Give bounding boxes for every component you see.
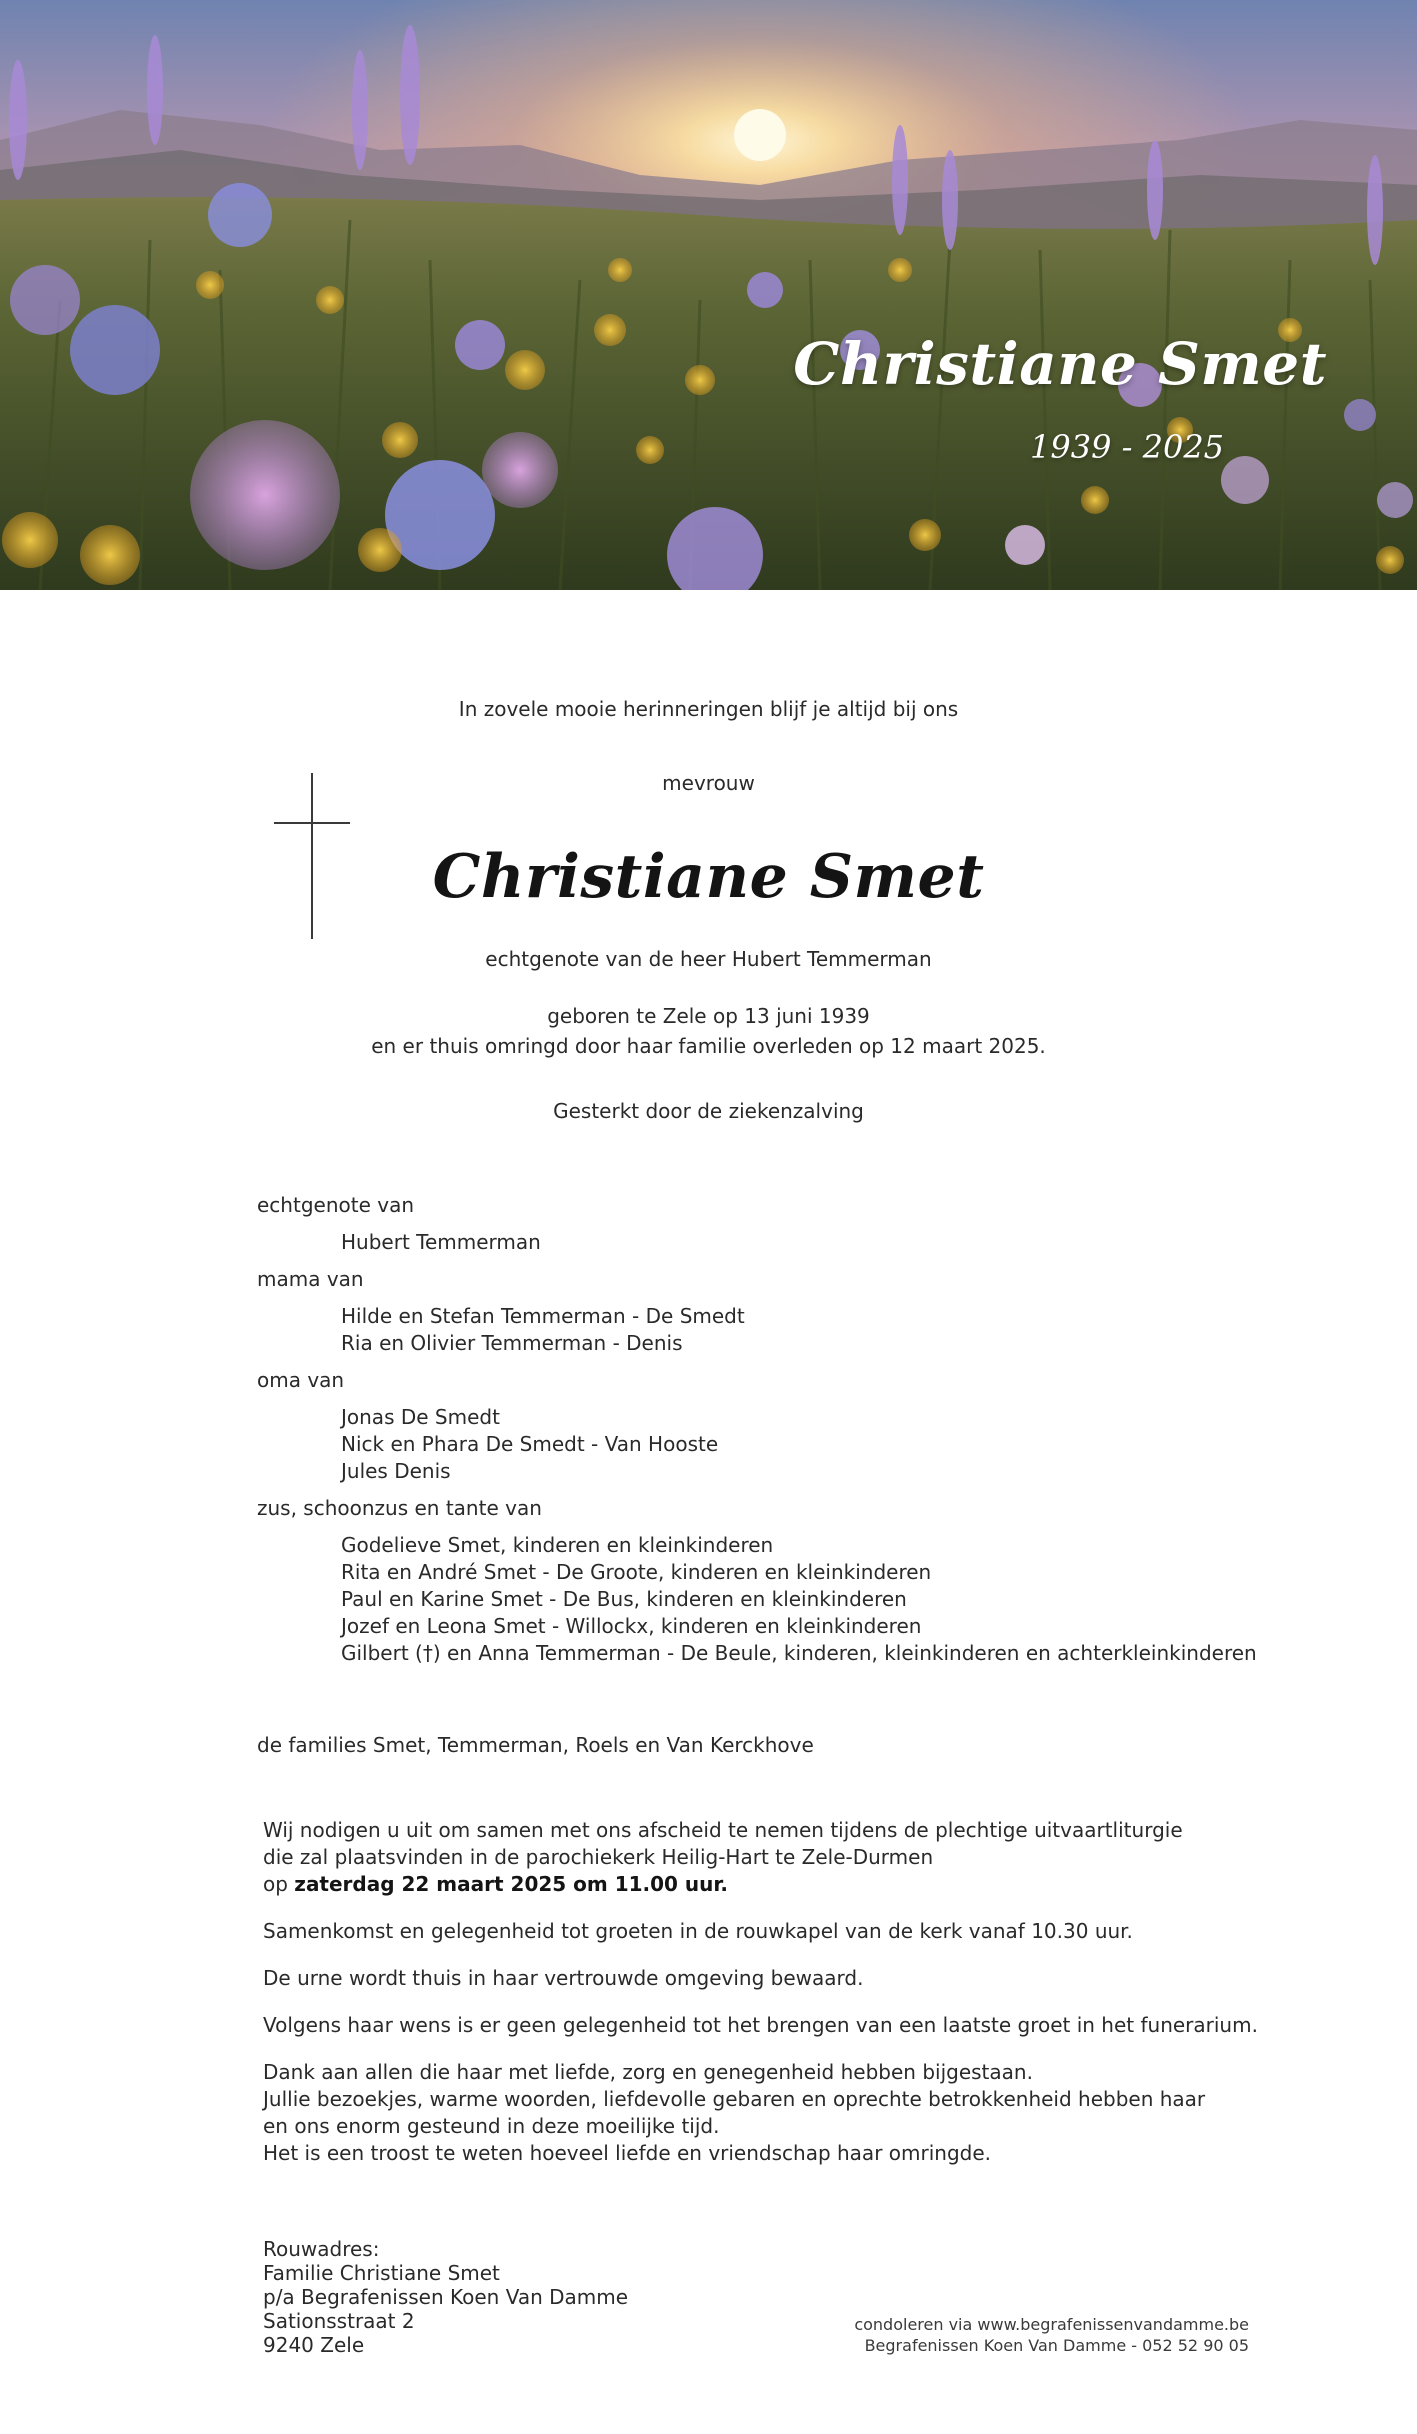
undertaker-info: [854, 2314, 1249, 2356]
family-member: Gilbert (†) en Anna Temmerman - De Beule, kinderen, kleinkinderen en achterkleinkinderen: [341, 1641, 1257, 1665]
address-line: p/a Begrafenissen Koen Van Damme: [263, 2285, 629, 2309]
funeral-invitation: [263, 1817, 1313, 2167]
date-prefix: op: [263, 1872, 288, 1896]
spouse-line: echtgenote van de heer Hubert Temmerman: [485, 947, 932, 971]
urn-line: De urne wordt thuis in haar vertrouwde omgeving bewaard.: [263, 1966, 864, 1990]
family-member: Paul en Karine Smet - De Bus, kinderen en kleinkinderen: [341, 1587, 907, 1611]
title-honorific: mevrouw: [662, 771, 755, 795]
family-member: Rita en André Smet - De Groote, kinderen en kleinkinderen: [341, 1560, 932, 1584]
sacrament-line: Gesterkt door de ziekenzalving: [553, 1099, 864, 1123]
thanks-line: Dank aan allen die haar met liefde, zorg en genegenheid hebben bijgestaan.: [263, 2060, 1033, 2084]
undertaker-contact: Begrafenissen Koen Van Damme - 052 52 90 05: [864, 2336, 1249, 2355]
thanks-line: Het is een troost te weten hoeveel liefde en vriendschap haar omringde.: [263, 2141, 991, 2165]
memorial-quote: In zovele mooie herinneringen blijf je altijd bij ons: [458, 697, 959, 721]
born-line: geboren te Zele op 13 juni 1939: [547, 1004, 870, 1028]
families-line: de families Smet, Temmerman, Roels en Van Kerckhove: [257, 1733, 814, 1757]
family-member: Godelieve Smet, kinderen en kleinkinderen: [341, 1533, 774, 1557]
header-banner: [0, 0, 1417, 590]
relation-label: mama van: [257, 1267, 364, 1291]
relation-members: [257, 1229, 1257, 1256]
address-line: Sationsstraat 2: [263, 2309, 415, 2333]
family-list: [257, 1192, 1257, 1667]
relation-label: echtgenote van: [257, 1193, 415, 1217]
deceased-name: Christiane Smet: [432, 842, 985, 912]
died-line: en er thuis omringd door haar familie overleden op 12 maart 2025.: [371, 1034, 1046, 1058]
address-line: 9240 Zele: [263, 2333, 365, 2357]
funeral-date: zaterdag 22 maart 2025 om 11.00 uur.: [294, 1872, 729, 1896]
family-member: Ria en Olivier Temmerman - Denis: [341, 1331, 683, 1355]
thanks-line: Jullie bezoekjes, warme woorden, liefdevolle gebaren en oprechte betrokkenheid hebben haar: [263, 2087, 1206, 2111]
address-label: Rouwadres:: [263, 2237, 380, 2261]
family-member: Nick en Phara De Smedt - Van Hooste: [341, 1432, 719, 1456]
header-name: Christiane Smet: [793, 330, 1327, 398]
invitation-line: Wij nodigen u uit om samen met ons afscheid te nemen tijdens de plechtige uitvaartliturgie: [263, 1818, 1183, 1842]
relation-label: zus, schoonzus en tante van: [257, 1496, 542, 1520]
family-member: Hilde en Stefan Temmerman - De Smedt: [341, 1304, 745, 1328]
family-member: Jonas De Smedt: [341, 1405, 500, 1429]
thanks-line: en ons enorm gesteund in deze moeilijke tijd.: [263, 2114, 720, 2138]
invitation-line: die zal plaatsvinden in de parochiekerk Heilig-Hart te Zele-Durmen: [263, 1845, 934, 1869]
family-member: Jules Denis: [341, 1459, 451, 1483]
invitation-date-line: [263, 1871, 1313, 1898]
family-member: Hubert Temmerman: [341, 1230, 541, 1254]
relation-members: [257, 1532, 1257, 1667]
meadow-sunset-image: [0, 0, 1417, 590]
family-member: Jozef en Leona Smet - Willockx, kinderen en kleinkinderen: [341, 1614, 922, 1638]
relation-label: oma van: [257, 1368, 345, 1392]
relation-members: [257, 1404, 1257, 1485]
condolence-link: condoleren via www.begrafenissenvandamme.be: [854, 2315, 1249, 2334]
mourning-address: [263, 2237, 628, 2357]
relation-members: [257, 1303, 1257, 1357]
header-years: 1939 - 2025: [1030, 428, 1225, 466]
wish-line: Volgens haar wens is er geen gelegenheid tot het brengen van een laatste groet in het funerarium.: [263, 2013, 1258, 2037]
gathering-line: Samenkomst en gelegenheid tot groeten in de rouwkapel van de kerk vanaf 10.30 uur.: [263, 1919, 1133, 1943]
address-line: Familie Christiane Smet: [263, 2261, 500, 2285]
